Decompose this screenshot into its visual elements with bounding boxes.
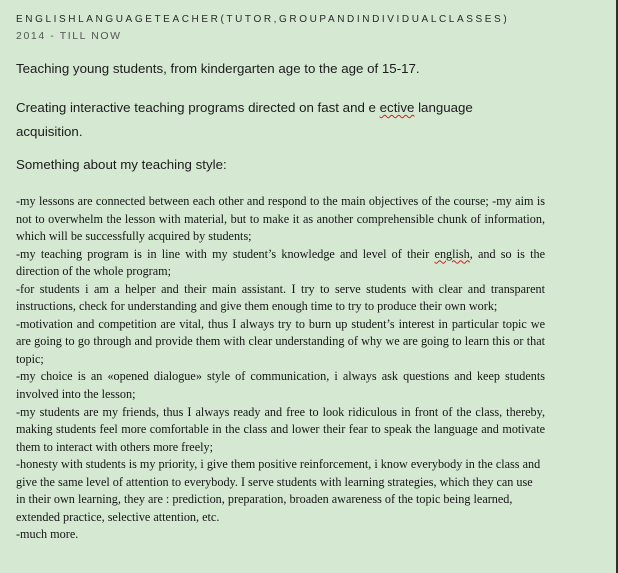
programs-text-end: language <box>414 100 473 115</box>
job-dates: 2014 - TILL NOW <box>16 30 122 42</box>
list-item: -my students are my friends, thus I always ready and free to look ridiculous in front of the class, thereby, making students feel more comfortable in the class and lower their fear to speak the language and motivate them to interact with others more freely; <box>16 404 545 454</box>
intro-paragraph-teaching: Teaching young students, from kindergarten age to the age of 15-17. <box>16 61 420 76</box>
teaching-style-heading: Something about my teaching style: <box>16 157 227 172</box>
intro-paragraph-programs <box>16 100 473 115</box>
spellcheck-flagged-word[interactable]: ective <box>379 100 415 115</box>
list-item: -motivation and competition are vital, thus I always try to burn up student’s interest in particular topic we are going to go through and provide them with clear understanding of why we are going to learn this or that topic; <box>16 316 545 366</box>
teaching-style-list <box>16 193 545 544</box>
list-item: -for students i am a helper and their main assistant. I try to serve students with clear and transparent instructions, check for understanding and give them enough time to try to produce their own work; <box>16 281 545 314</box>
spellcheck-flagged-word[interactable]: english <box>434 246 470 261</box>
list-item: -my teaching program is in line with my student’s knowledge and level of their english, and so is the direction of the whole program; <box>16 246 545 279</box>
list-item: -much more. <box>16 527 79 542</box>
job-title: ENGLISHLANGUAGETEACHER(TUTOR,GROUPANDINDIVIDUALCLASSES) <box>16 14 510 25</box>
list-item: -my lessons are connected between each other and respond to the main objectives of the course; -my aim is not to overwhelm the lesson with material, but to make it as another comprehensible chunk of information, which will be successfully acquired by students; <box>16 194 545 244</box>
list-item: -my choice is an «opened dialogue» style of communication, i always ask questions and keep students involved into the lesson; <box>16 369 545 402</box>
programs-text-start: Creating interactive teaching programs directed on fast and e <box>16 100 380 115</box>
list-item: -honesty with students is my priority, i give them positive reinforcement, i know everybody in the class and give the same level of attention to everybody. I serve students with learning strategies, which they can use in their own learning, they are : prediction, preparation, broaden awareness of the topic being learned, extended practice, selective attention, etc. <box>16 457 541 524</box>
intro-paragraph-programs-line2: acquisition. <box>16 124 83 139</box>
